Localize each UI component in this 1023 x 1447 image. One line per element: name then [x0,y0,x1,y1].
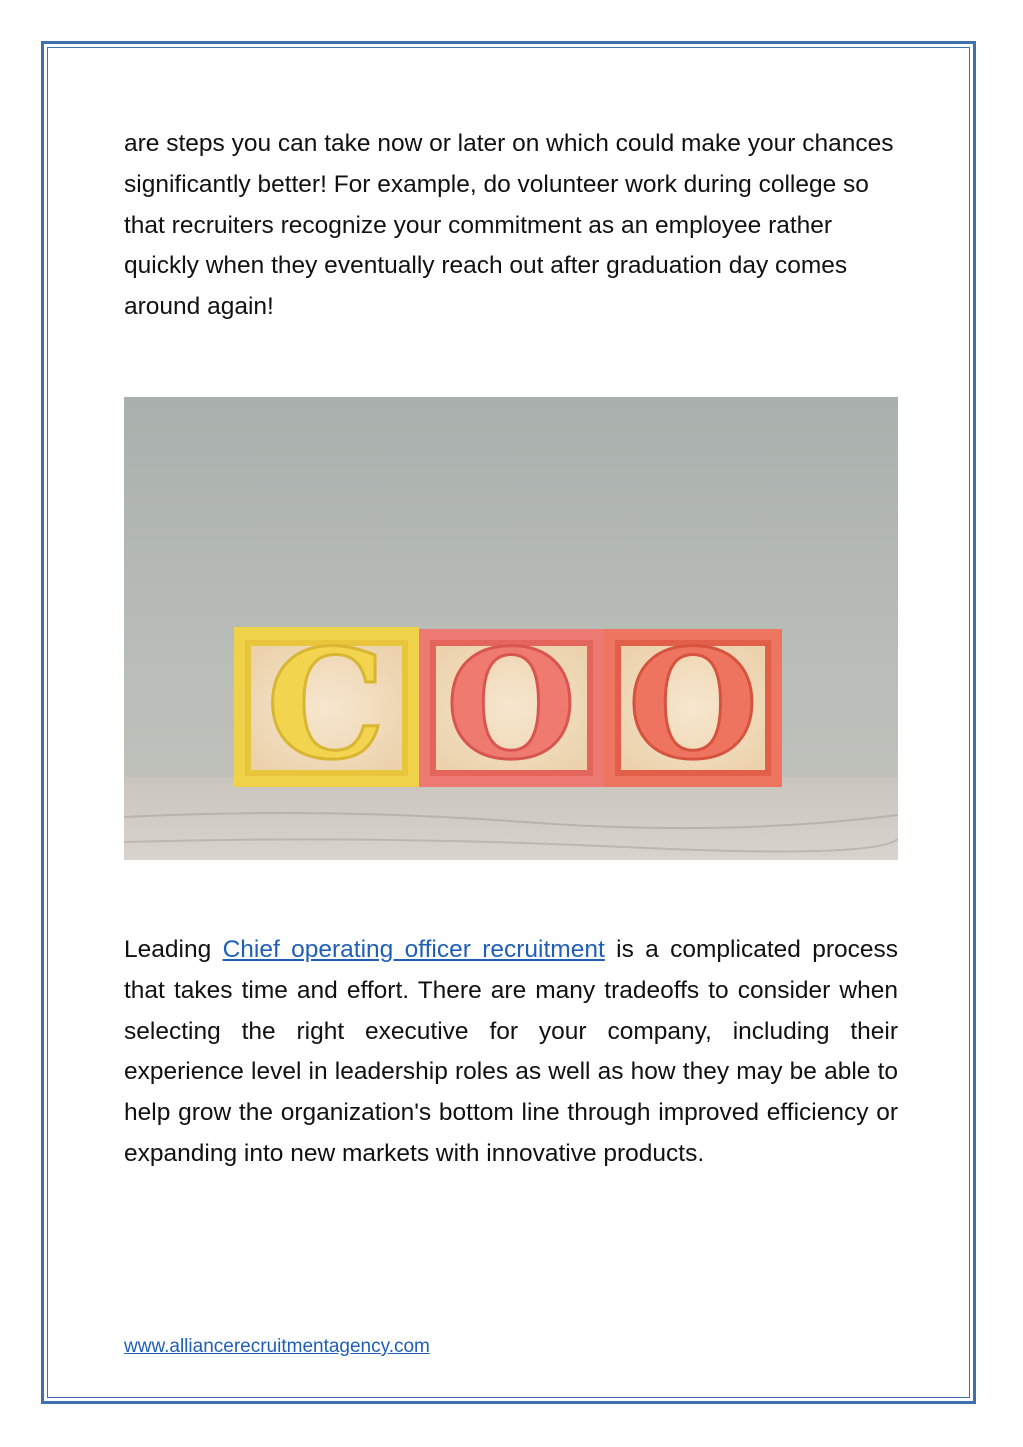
paragraph-rest: is a complicated process that takes time and effort. There are many tradeoffs to consider when selecting the right executive for your company, including their experience level in leadership roles as well as how they may be able to help grow the organization's bottom line through improved efficiency or expanding into new markets with innovative products. [124,936,899,1167]
paragraph-lead: Leading [124,936,212,963]
letter-block-o-1 [419,617,604,793]
letter-o-glyph-1: O [445,617,577,793]
footer-website-link[interactable]: www.alliancerecruitmentagency.com [124,1336,430,1357]
body-paragraph-2 [124,930,898,1175]
letter-c-glyph: C [266,617,386,793]
coo-recruitment-link[interactable]: Chief operating officer recruitment [222,936,605,963]
coo-blocks-photo [124,397,898,860]
letter-block-o-2 [604,617,782,793]
body-paragraph-1: are steps you can take now or later on which could make your chances significantly better! For example, do volunteer work during college so that recruiters recognize your commitment as an employee rather quickly when they eventually reach out after graduation day comes around again! [124,130,894,321]
letter-block-c [234,617,419,793]
letter-o-glyph-2: O [627,617,759,793]
